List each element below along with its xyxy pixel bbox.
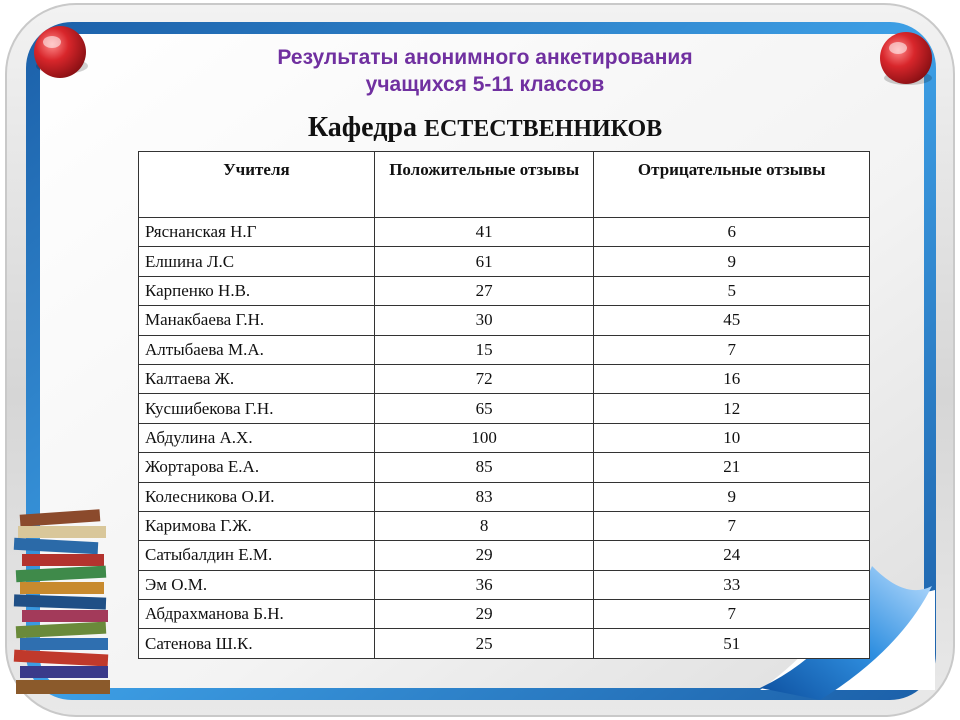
teacher-name: Эм О.М.: [139, 570, 375, 599]
positive-count: 29: [374, 600, 594, 629]
title-line-2: учащихся 5-11 классов: [365, 73, 605, 96]
teacher-name: Ряснанская Н.Г: [139, 218, 375, 247]
teacher-name: Каримова Г.Ж.: [139, 511, 375, 540]
teacher-name: Карпенко Н.В.: [139, 276, 375, 305]
table-row: [139, 394, 870, 423]
title-line-1: Результаты анонимного анкетирования: [277, 46, 693, 69]
table-row: [139, 276, 870, 305]
table-row: [139, 511, 870, 540]
teacher-name: Абдрахманова Б.Н.: [139, 600, 375, 629]
positive-count: 25: [374, 629, 594, 658]
positive-count: 27: [374, 276, 594, 305]
table-header-row: [139, 152, 870, 218]
positive-count: 15: [374, 335, 594, 364]
teacher-name: Колесникова О.И.: [139, 482, 375, 511]
negative-count: 10: [594, 423, 870, 452]
department-heading: [140, 112, 830, 144]
pushpin-icon: [880, 32, 932, 85]
table-row: [139, 482, 870, 511]
negative-count: 9: [594, 482, 870, 511]
teacher-name: Алтыбаева М.А.: [139, 335, 375, 364]
positive-count: 85: [374, 453, 594, 482]
negative-count: 24: [594, 541, 870, 570]
negative-count: 9: [594, 247, 870, 276]
negative-count: 51: [594, 629, 870, 658]
teacher-name: Манакбаева Г.Н.: [139, 306, 375, 335]
teacher-name: Кусшибекова Г.Н.: [139, 394, 375, 423]
slide-title: [160, 44, 810, 98]
header-positive: Положительные отзывы: [374, 152, 594, 218]
results-table: [138, 151, 870, 659]
table-row: [139, 247, 870, 276]
negative-count: 7: [594, 511, 870, 540]
positive-count: 72: [374, 364, 594, 393]
table-row: [139, 335, 870, 364]
positive-count: 100: [374, 423, 594, 452]
teacher-name: Жортарова Е.А.: [139, 453, 375, 482]
negative-count: 6: [594, 218, 870, 247]
positive-count: 8: [374, 511, 594, 540]
positive-count: 61: [374, 247, 594, 276]
table-row: [139, 541, 870, 570]
teacher-name: Абдулина А.Х.: [139, 423, 375, 452]
negative-count: 45: [594, 306, 870, 335]
table-row: [139, 218, 870, 247]
negative-count: 7: [594, 600, 870, 629]
table-row: [139, 306, 870, 335]
positive-count: 30: [374, 306, 594, 335]
negative-count: 7: [594, 335, 870, 364]
positive-count: 83: [374, 482, 594, 511]
negative-count: 21: [594, 453, 870, 482]
teacher-name: Сатенова Ш.К.: [139, 629, 375, 658]
teacher-name: Калтаева Ж.: [139, 364, 375, 393]
positive-count: 41: [374, 218, 594, 247]
table-row: [139, 453, 870, 482]
negative-count: 12: [594, 394, 870, 423]
header-teachers: Учителя: [139, 152, 375, 218]
department-prefix: Кафедра: [307, 112, 424, 143]
header-negative: Отрицательные отзывы: [594, 152, 870, 218]
positive-count: 65: [374, 394, 594, 423]
table-row: [139, 600, 870, 629]
positive-count: 36: [374, 570, 594, 599]
teacher-name: Сатыбалдин Е.М.: [139, 541, 375, 570]
table-row: [139, 629, 870, 658]
table-row: [139, 423, 870, 452]
teacher-name: Елшина Л.С: [139, 247, 375, 276]
negative-count: 16: [594, 364, 870, 393]
table-row: [139, 364, 870, 393]
negative-count: 33: [594, 570, 870, 599]
book-stack-icon: [14, 509, 110, 694]
negative-count: 5: [594, 276, 870, 305]
positive-count: 29: [374, 541, 594, 570]
department-name: ЕСТЕСТВЕННИКОВ: [423, 116, 663, 142]
table-row: [139, 570, 870, 599]
